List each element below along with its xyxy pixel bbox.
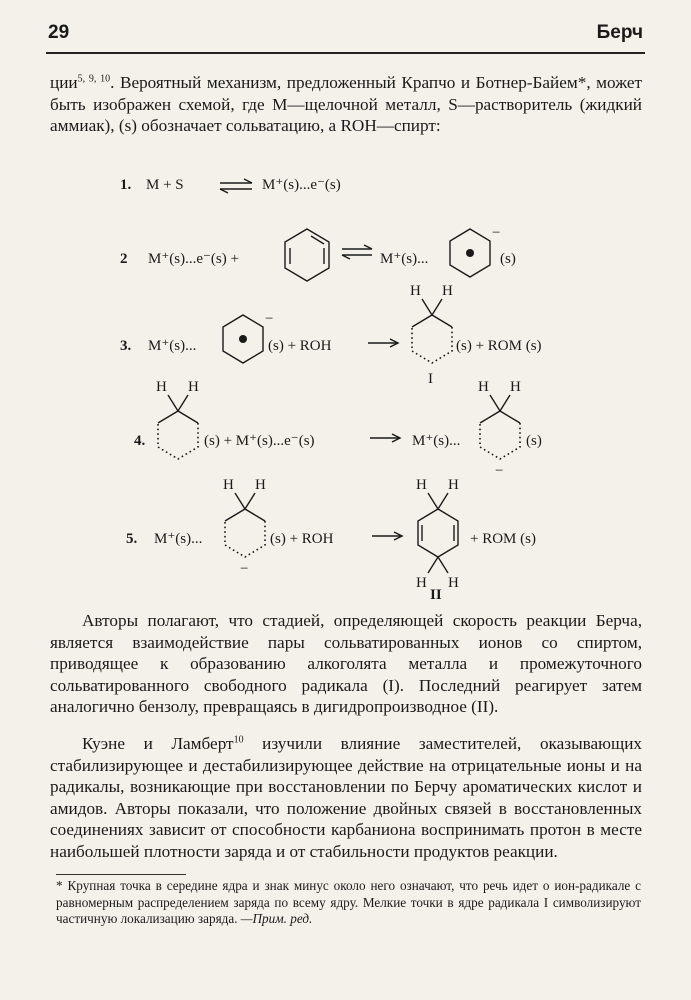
body-paragraph-1: Авторы полагают, что стадией, определяющей скорость реакции Берча, является взаимодействие пары сольватированных ионов со спиртом, приводящее к образованию алкоголята металла и промежуточного сольватированного свободного радикала (I). Последний реагирует затем аналогично бензолу, превращаясь в дигидропроизводное (II). — [50, 611, 642, 717]
product-label-i: I — [428, 371, 433, 387]
h-atom: H — [156, 379, 167, 395]
reaction-arrow — [372, 532, 402, 540]
equilibrium-arrow — [342, 245, 372, 259]
product-label-ii: II — [430, 587, 442, 603]
step-2-left: M⁺(s)...e⁻(s) + — [148, 251, 239, 267]
dihydro-ring — [416, 477, 459, 591]
step-3-number: 3. — [120, 338, 132, 354]
step-1-left: M + S — [146, 177, 184, 193]
intro-lead: ции — [50, 73, 78, 92]
paragraph-2-ref: 10 — [233, 734, 244, 746]
footnote-note: —Прим. ред. — [240, 911, 313, 927]
step-5-right: + ROM (s) — [470, 531, 536, 547]
carbanion-ring — [223, 477, 266, 577]
radical-ring — [410, 283, 453, 363]
carbanion-ring — [478, 379, 521, 479]
h-atom: H — [255, 477, 266, 493]
radical-anion-ring — [450, 225, 500, 277]
step-4-tail: (s) — [526, 433, 542, 449]
footnote-text: * Крупная точка в середине ядра и знак минус около него означают, что речь идет о ион-радикале с равномерным распределением заряда по всему ядру. Мелкие точки в ядре радикала I символизируют частичную локализацию заряда. — [56, 878, 641, 927]
page-number: 29 — [48, 22, 70, 43]
step-3 — [120, 283, 542, 387]
step-3-left: M⁺(s)... — [148, 338, 197, 354]
h-atom: H — [188, 379, 199, 395]
step-4-right: M⁺(s)... — [412, 433, 461, 449]
reaction-arrow — [368, 339, 398, 347]
step-4-number: 4. — [134, 433, 146, 449]
step-3-right: (s) + ROM (s) — [456, 338, 542, 354]
h-atom: H — [478, 379, 489, 395]
step-1 — [120, 177, 341, 193]
h-atom: H — [416, 477, 427, 493]
radical-anion-ring — [223, 311, 273, 363]
step-5 — [126, 477, 536, 603]
footnote — [56, 878, 641, 928]
equilibrium-arrow — [220, 179, 252, 193]
h-atom: H — [448, 575, 459, 591]
minus-sign: − — [240, 561, 249, 577]
step-2-tail: (s) — [500, 251, 516, 267]
h-atom: H — [416, 575, 427, 591]
intro-text: . Вероятный механизм, предложенный Крапчо и Ботнер-Байем*, может быть изображен схемой, где М—щелочной металл, S—растворитель (жидкий аммиак), (s) обозначает сольватацию, а ROH—спирт: — [50, 73, 642, 136]
step-3-middle: (s) + ROH — [268, 338, 332, 354]
intro-refs: 5, 9, 10 — [77, 73, 111, 85]
h-atom: H — [442, 283, 453, 299]
step-1-number: 1. — [120, 177, 132, 193]
h-atom: H — [410, 283, 421, 299]
benzene-ring — [285, 229, 329, 281]
header-rule — [46, 52, 645, 54]
paragraph-2-after: изучили влияние заместителей, оказывающих стабилизирующее и дестабилизирующее действие на отрицательные ионы и на радикалы, возникающие при восстановлении по Берчу ароматических кислот и амидов. Авторы показали, что положение двойных связей в восстановленных соединениях зависит от способности карбаниона воспринимать протон в месте наибольшей плотности заряда и от стабильности продуктов реакции. — [50, 734, 642, 861]
step-5-left: M⁺(s)... — [154, 531, 203, 547]
step-4 — [134, 379, 542, 479]
h-atom: H — [223, 477, 234, 493]
step-2-number: 2 — [120, 251, 128, 267]
body-paragraph-2 — [50, 733, 642, 863]
minus-sign: − — [265, 311, 274, 327]
h-atom: H — [510, 379, 521, 395]
minus-sign: − — [495, 463, 504, 479]
step-2 — [120, 225, 516, 281]
reaction-arrow — [370, 434, 400, 442]
running-head: Берч — [596, 22, 643, 43]
step-1-right: M⁺(s)...e⁻(s) — [262, 177, 341, 193]
step-2-right: M⁺(s)... — [380, 251, 429, 267]
radical-ring — [156, 379, 199, 459]
step-5-middle: (s) + ROH — [270, 531, 334, 547]
reaction-scheme — [0, 165, 691, 605]
h-atom: H — [448, 477, 459, 493]
paragraph-2-before: Куэне и Ламберт — [82, 734, 234, 753]
step-5-number: 5. — [126, 531, 138, 547]
step-4-middle: (s) + M⁺(s)...e⁻(s) — [204, 433, 315, 449]
intro-paragraph — [50, 72, 642, 137]
footnote-rule — [56, 874, 186, 875]
minus-sign: − — [492, 225, 501, 241]
